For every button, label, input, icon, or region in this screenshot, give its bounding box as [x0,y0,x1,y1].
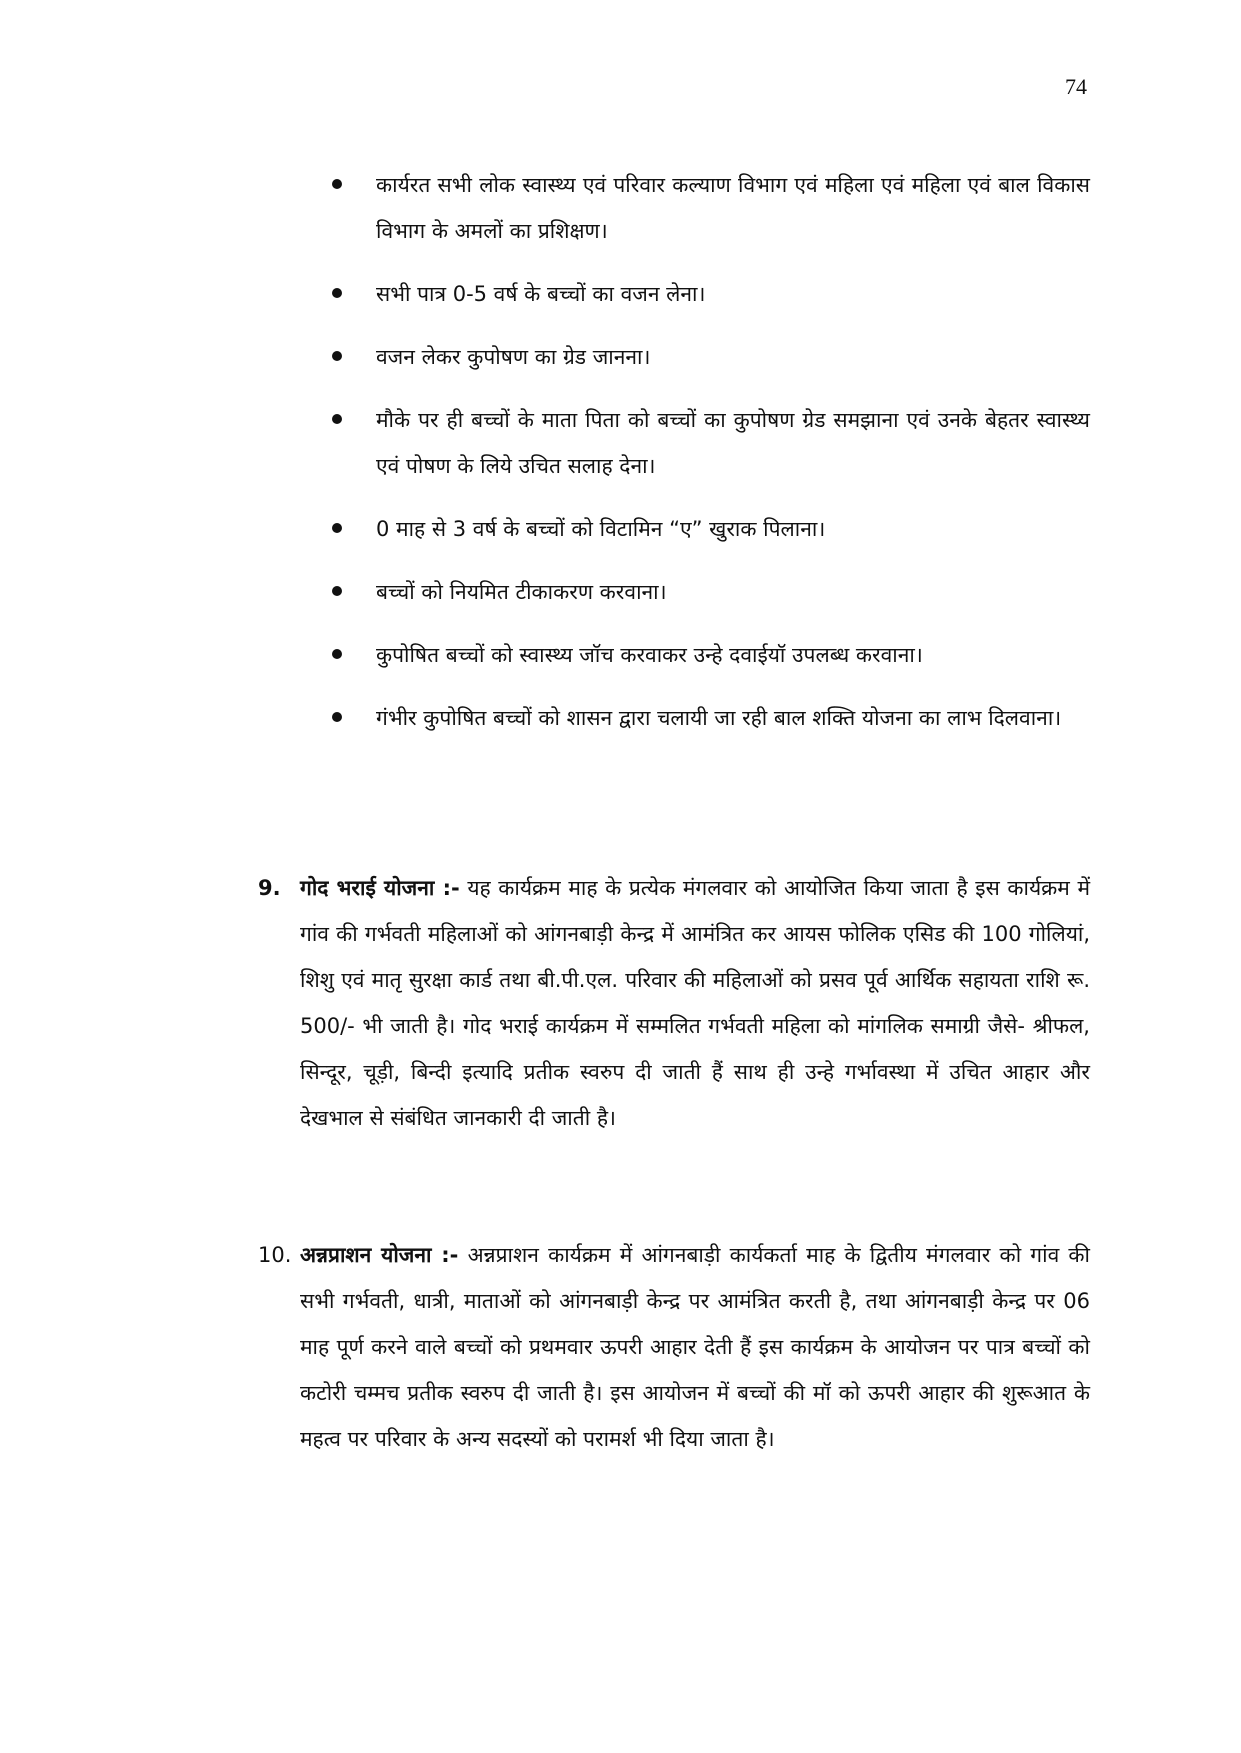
bullet-icon [332,586,342,596]
bullet-icon [332,712,342,722]
list-item [330,334,1090,380]
section-annaprashan [258,1232,1090,1462]
list-item [330,695,1090,741]
list-item [330,271,1090,317]
section-text: अन्नप्राशन कार्यक्रम में आंगनबाड़ी कार्यकर्ता माह के द्वितीय मंगलवार को गांव की सभी गर्भवती, धात्री, माताओं को आंगनबाड़ी केन्द्र पर आमंत्रित करती है, तथा आंगनबाड़ी केन्द्र पर 06 माह पूर्ण करने वाले बच्चों को प्रथमवार ऊपरी आहार देती हैं इस कार्यक्रम के आयोजन पर पात्र बच्चों को कटोरी चम्मच प्रतीक स्वरुप दी जाती है। इस आयोजन में बच्चों की मॉ को ऊपरी आहार की शुरूआत के महत्व पर परिवार के अन्य सदस्यों को परामर्श भी दिया जाता है। [300,1243,1090,1451]
section-number: 9. [258,876,281,900]
list-item [330,162,1090,254]
list-item [330,569,1090,615]
bullet-text: बच्चों को नियमित टीकाकरण करवाना। [376,580,667,604]
section-god-bharai [258,865,1090,1141]
section-number: 10. [258,1243,292,1267]
section-body [258,865,1090,1141]
list-item [330,397,1090,489]
bullet-text: कार्यरत सभी लोक स्वास्थ्य एवं परिवार कल्याण विभाग एवं महिला एवं महिला एवं बाल विकास विभाग के अमलों का प्रशिक्षण। [376,173,1090,243]
bullet-icon [332,288,342,298]
bullet-text: 0 माह से 3 वर्ष के बच्चों को विटामिन “ए” खुराक पिलाना। [376,517,826,541]
bullet-text: सभी पात्र 0-5 वर्ष के बच्चों का वजन लेना। [376,282,706,306]
bullet-icon [332,649,342,659]
bullet-icon [332,523,342,533]
bullet-icon [332,179,342,189]
page-number: 74 [1065,74,1087,99]
list-item [330,632,1090,678]
bullet-list [330,162,1090,758]
section-title: गोद भराई योजना :- [300,876,460,900]
bullet-icon [332,351,342,361]
bullet-text: गंभीर कुपोषित बच्चों को शासन द्वारा चलायी जा रही बाल शक्ति योजना का लाभ दिलवाना। [376,706,1062,730]
section-body [258,1232,1090,1462]
section-title: अन्नप्राशन योजना :- [300,1243,459,1267]
bullet-text: वजन लेकर कुपोषण का ग्रेड जानना। [376,345,651,369]
list-item [330,506,1090,552]
bullet-icon [332,414,342,424]
section-text: यह कार्यक्रम माह के प्रत्येक मंगलवार को आयोजित किया जाता है इस कार्यक्रम में गांव की गर्भवती महिलाओं को आंगनबाड़ी केन्द्र में आमंत्रित कर आयस फोलिक एसिड की 100 गोलियां, शिशु एवं मातृ सुरक्षा कार्ड तथा बी.पी.एल. परिवार की महिलाओं को प्रसव पूर्व आर्थिक सहायता राशि रू. 500/- भी जाती है। गोद भराई कार्यक्रम में सम्मलित गर्भवती महिला को मांगलिक समाग्री जैसे- श्रीफल, सिन्दूर, चूड़ी, बिन्दी इत्यादि प्रतीक स्वरुप दी जाती हैं साथ ही उन्हे गर्भावस्था में उचित आहार और देखभाल से संबंधित जानकारी दी जाती है। [300,876,1091,1130]
bullet-text: कुपोषित बच्चों को स्वास्थ्य जॉच करवाकर उन्हे दवाईयॉ उपलब्ध करवाना। [376,643,923,667]
bullet-text: मौके पर ही बच्चों के माता पिता को बच्चों का कुपोषण ग्रेड समझाना एवं उनके बेहतर स्वास्थ्य एवं पोषण के लिये उचित सलाह देना। [376,408,1090,478]
